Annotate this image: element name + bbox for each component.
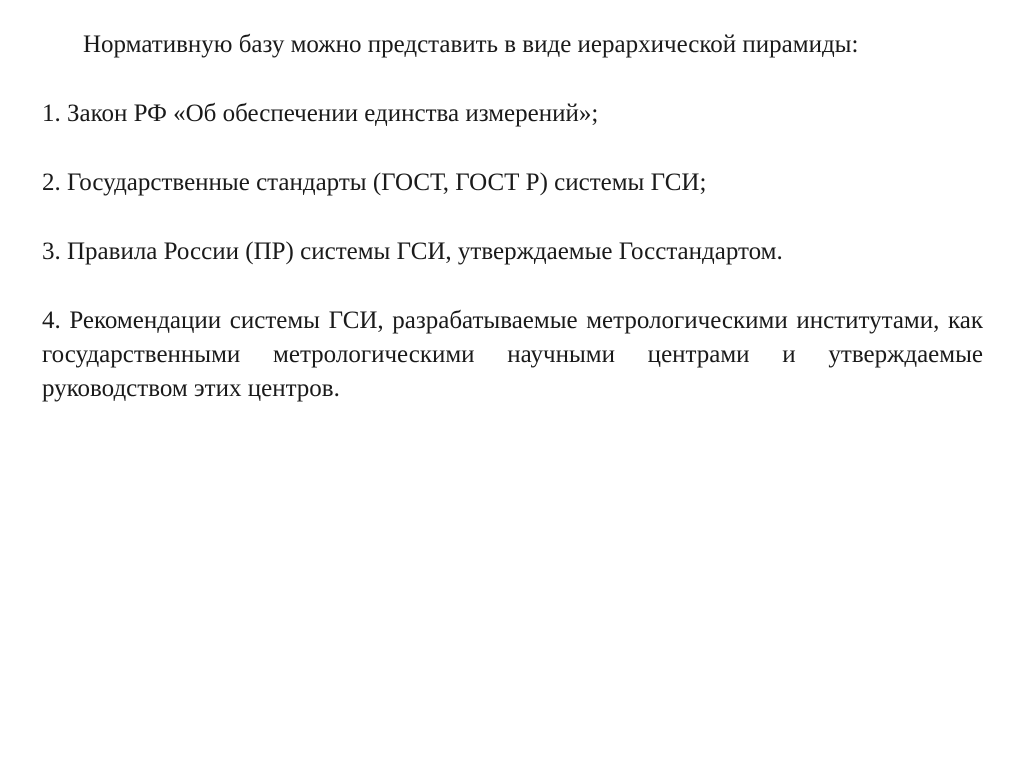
slide-content: [42, 28, 983, 406]
list-item-law: 1. Закон РФ «Об обеспечении единства измерений»;: [42, 100, 599, 127]
list-item-russia-rules: 3. Правила России (ПР) системы ГСИ, утверждаемые Госстандартом.: [42, 238, 783, 265]
intro-text: Нормативную базу можно представить в виде иерархической пирамиды:: [83, 31, 859, 58]
spacer: [42, 269, 983, 304]
list-item-recommendations: 4. Рекомендации системы ГСИ, разрабатываемые метрологическими институтами, как государственными метрологическими научными центрами и утверждаемые руководством этих центров.: [42, 307, 983, 402]
list-item-state-standards: 2. Государственные стандарты (ГОСТ, ГОСТ Р) системы ГСИ;: [42, 169, 707, 196]
spacer: [42, 200, 983, 235]
spacer: [42, 62, 983, 97]
spacer: [42, 131, 983, 166]
